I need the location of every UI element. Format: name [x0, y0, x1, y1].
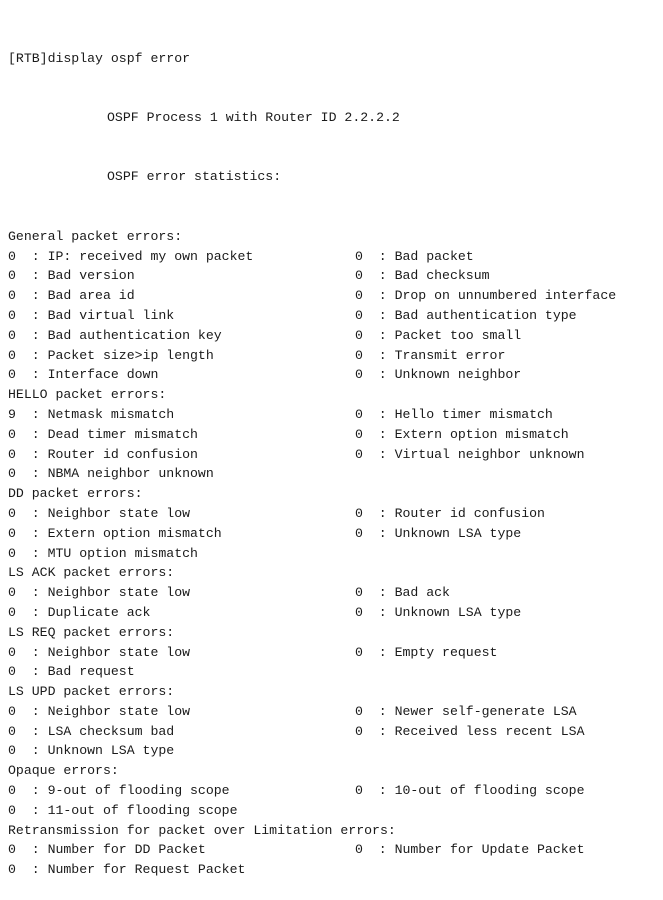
counter-entry: 0 : Bad authentication key — [8, 327, 222, 343]
section-title: LS REQ packet errors: — [8, 624, 175, 640]
counter-entry: 0 : Virtual neighbor unknown — [355, 446, 585, 462]
counter-row — [8, 445, 663, 465]
counter-entry: 0 : Unknown LSA type — [8, 743, 175, 759]
counter-entry: 0 : NBMA neighbor unknown — [8, 466, 214, 482]
counter-row — [8, 741, 663, 761]
section-title: HELLO packet errors: — [8, 387, 167, 403]
counter-entry: 0 : Router id confusion — [8, 446, 198, 462]
counter-entry: 0 : 9-out of flooding scope — [8, 783, 230, 799]
counter-row — [8, 603, 663, 623]
counter-entry: 0 : Unknown LSA type — [355, 604, 522, 620]
counter-row — [8, 365, 663, 385]
counter-entry: 0 : Bad packet — [355, 248, 474, 264]
counter-entry: 0 : 11-out of flooding scope — [8, 802, 238, 818]
counter-row — [8, 247, 663, 267]
counter-row — [8, 464, 663, 484]
counter-row — [8, 583, 663, 603]
counter-entry: 0 : MTU option mismatch — [8, 545, 198, 561]
counter-entry: 0 : Bad version — [8, 268, 135, 284]
counter-row — [8, 346, 663, 366]
counter-entry: 0 : Extern option mismatch — [8, 525, 222, 541]
section-title: Retransmission for packet over Limitation errors: — [8, 822, 396, 838]
section-title: LS ACK packet errors: — [8, 565, 175, 581]
counter-row — [8, 643, 663, 663]
counter-entry: 0 : Dead timer mismatch — [8, 426, 198, 442]
section-title: General packet errors: — [8, 228, 183, 244]
section-title: DD packet errors: — [8, 486, 143, 502]
counter-entry: 0 : Neighbor state low — [8, 703, 191, 719]
counter-entry: 0 : Bad authentication type — [355, 307, 577, 323]
counter-entry: 0 : Number for DD Packet — [8, 842, 206, 858]
counter-entry: 0 : Bad area id — [8, 288, 135, 304]
counter-entry: 0 : Bad checksum — [355, 268, 490, 284]
counter-row — [8, 662, 663, 682]
counter-entry: 0 : Transmit error — [355, 347, 506, 363]
counter-entry: 0 : Extern option mismatch — [355, 426, 569, 442]
counter-row — [8, 702, 663, 722]
counter-entry: 0 : LSA checksum bad — [8, 723, 175, 739]
counter-entry: 0 : Packet too small — [355, 327, 522, 343]
counter-entry: 0 : IP: received my own packet — [8, 248, 254, 264]
terminal-output — [8, 9, 663, 900]
counter-entry: 0 : Number for Request Packet — [8, 862, 246, 878]
counter-row — [8, 326, 663, 346]
error-sections — [8, 227, 663, 880]
counter-entry: 0 : Bad virtual link — [8, 307, 175, 323]
counter-row — [8, 286, 663, 306]
counter-row — [8, 840, 663, 860]
counter-row — [8, 425, 663, 445]
counter-row — [8, 860, 663, 880]
counter-entry: 0 : Neighbor state low — [8, 644, 191, 660]
counter-entry: 0 : Empty request — [355, 644, 498, 660]
counter-entry: 0 : Router id confusion — [355, 505, 545, 521]
counter-entry: 0 : 10-out of flooding scope — [355, 783, 585, 799]
counter-entry: 0 : Drop on unnumbered interface — [355, 288, 617, 304]
counter-entry: 0 : Interface down — [8, 367, 159, 383]
counter-entry: 0 : Bad request — [8, 664, 135, 680]
counter-row — [8, 524, 663, 544]
counter-entry: 9 : Netmask mismatch — [8, 406, 175, 422]
section-title: Opaque errors: — [8, 763, 119, 779]
counter-entry: 0 : Bad ack — [355, 585, 450, 601]
counter-row — [8, 306, 663, 326]
section-title: LS UPD packet errors: — [8, 684, 175, 700]
counter-entry: 0 : Newer self-generate LSA — [355, 703, 577, 719]
counter-row — [8, 544, 663, 564]
counter-entry: 0 : Packet size>ip length — [8, 347, 214, 363]
counter-entry: 0 : Neighbor state low — [8, 585, 191, 601]
counter-entry: 0 : Hello timer mismatch — [355, 406, 553, 422]
counter-entry: 0 : Neighbor state low — [8, 505, 191, 521]
counter-entry: 0 : Duplicate ack — [8, 604, 151, 620]
command-line: [RTB]display ospf error — [8, 50, 191, 66]
counter-entry: 0 : Received less recent LSA — [355, 723, 585, 739]
counter-row — [8, 266, 663, 286]
counter-row — [8, 801, 663, 821]
stats-title: OSPF error statistics: — [107, 169, 282, 185]
counter-entry: 0 : Number for Update Packet — [355, 842, 585, 858]
counter-row — [8, 722, 663, 742]
counter-row — [8, 504, 663, 524]
process-line: OSPF Process 1 with Router ID 2.2.2.2 — [107, 109, 400, 125]
counter-entry: 0 : Unknown LSA type — [355, 525, 522, 541]
counter-row — [8, 405, 663, 425]
counter-row — [8, 781, 663, 801]
counter-entry: 0 : Unknown neighbor — [355, 367, 522, 383]
